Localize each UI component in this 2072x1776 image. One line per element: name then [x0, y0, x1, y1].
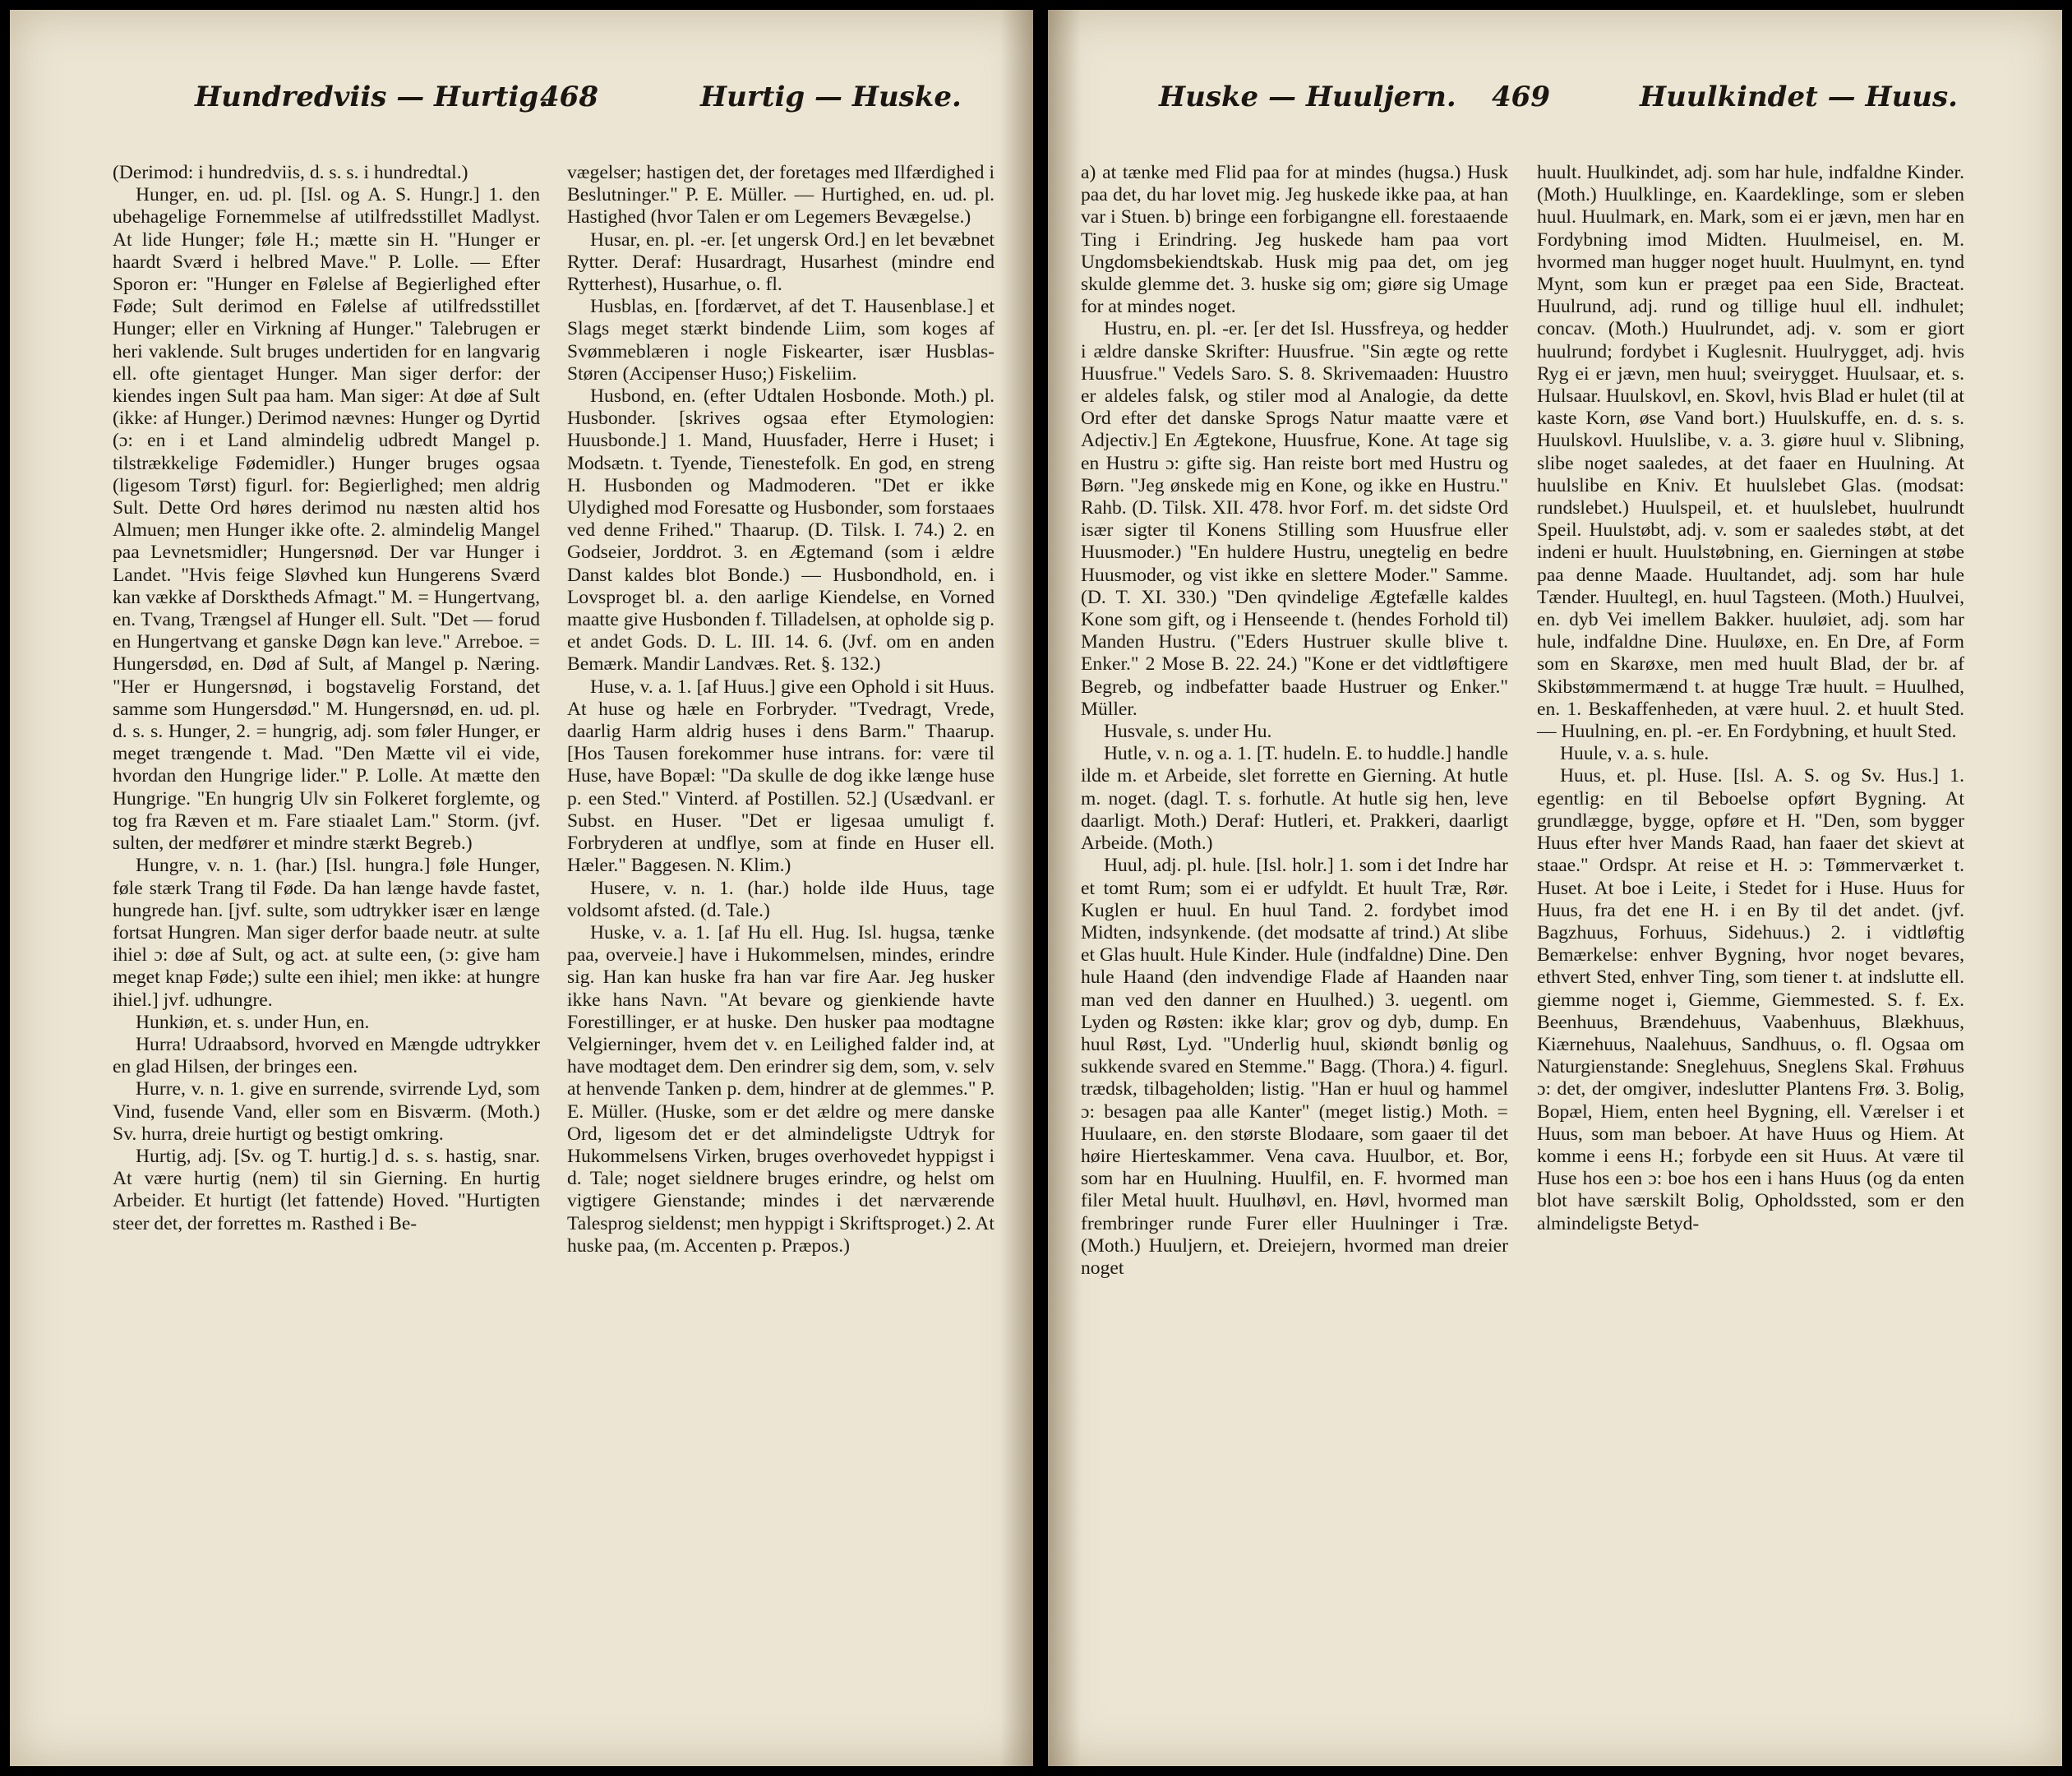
dictionary-entry: (Derimod: i hundredviis, d. s. s. i hundredtal.): [113, 162, 468, 183]
right-page-column-1: [1081, 162, 1508, 1280]
dictionary-entry: Huul, adj. pl. hule. [Isl. holr.] 1. som i det Indre har et tomt Rum; som ei er udfyldt. Et huult Træ, Rør. Kuglen er huul. En huul Tand. 2. fordybet imod Midten, indsynkende. (det modsatte af trind.) At slibe et Glas huult. Hule Kinder. Hule (indfaldne) Dine. Den hule Haand (den indvendige Flade af Haanden naar man ved den danner en Huulhed.) 3. uegentl. om Lyden og Røsten: ikke klar; grov og dyb, dump. En huul Røst, Lyd. "Underlig huul, skiøndt bønlig og sukkende svared en Stemme." Bagg. (Thora.) 4. figurl. trædsk, tilbageholden; listig. "Han er huul og hammel ɔ: besagen paa alle Kanter" (meget listig.) Moth. = Huulaare, en. den største Blodaare, som gaaer til det høire Hierteskammer. Vena cava. Huulbor, et. Bor, som har en Huulning. Huulfil, en. F. hvormed man filer Metal huult. Huulhøvl, en. Høvl, hvormed man frembringer runde Furer eller Huulninger i Træ. (Moth.) Huuljern, et. Dreiejern, hvormed man dreier noget: [1081, 855, 1508, 1279]
dictionary-entry: Hunkiøn, et. s. under Hun, en.: [136, 1011, 370, 1033]
dictionary-entry: Hustru, en. pl. -er. [er det Isl. Hussfreya, og hedder i ældre danske Skrifter: Huusfrue. "Sin ægte og rette Huusfrue." Vedels Saro. S. 8. Skrivemaaden: Huustro er aldeles falsk, og stiler mod al Analogie, da dette Ord efter det danske Sprogs Natur maatte være et Adjectiv.] En Ægtekone, Huusfrue, Kone. At tage sig en Hustru ɔ: gifte sig. Han reiste bort med Hustru og Børn. "Jeg ønskede mig en Kone, og ikke en Hustru." Rahb. (D. Tilsk. XII. 478. hvor Forf. m. det sidste Ord især sigter til Konens Stilling som Huusfrue eller Huusmoder.) "En huldere Hustru, unegtelig en bedre Huusmoder, og vist ikke en slettere Moder." Samme. (D. T. XI. 330.) "Den qvindelige Ægtefælle kaldes Kone som gift, og i Henseende t. (hendes Forhold til) Manden Hustru. ("Eders Hustruer skulle blive t. Enker." 2 Mose B. 22. 24.) "Kone er det vidtløftigere Begreb, og indbefatter baade Hustruer og Enker." Müller.: [1081, 318, 1508, 720]
left-page-header: [10, 81, 1033, 130]
dictionary-entry: Huus, et. pl. Huse. [Isl. A. S. og Sv. Hus.] 1. egentlig: en til Beboelse opført Bygning. At grundlægge, bygge, opføre et H. "Den, som bygger Huus efter hver Mands Raad, han faaer det skievt at staae." Ordspr. At reise et H. ɔ: Tømmerværket t. Huset. At boe i Leite, i Stedet for i Huse. Huus for Huus, fra det ene H. i en By til det andet. (jvf. Bagzhuus, Forhuus, Sidehuus.) 2. i vidtløftig Bemærkelse: enhver Bygning, hvor noget bevares, ethvert Sted, enhver Ting, som tiener t. at indslutte ell. giemme noget i, Giemme, Giemmested. S. f. Ex. Beenhuus, Brændehuus, Vaabenhuus, Blækhuus, Kiærnehuus, Naalehuus, Sandhuus, o. fl. Ogsaa om Naturgienstande: Sneglehuus, Sneglens Skal. Frøhuus ɔ: det, der omgiver, indeslutter Plantens Frø. 3. Bolig, Bopæl, Hiem, enten heel Bygning, ell. Værelser i et Huus, som man beboer. At have Huus og Hiem. At komme i eens H.; forbyde een sit Huus. At være til Huse hos een ɔ: boe hos een i hans Huus (og da enten blot have særskilt Bolig, Opholdssted, som er den almindeligste Betyd-: [1537, 765, 1964, 1234]
left-page-column-1: [113, 162, 540, 1235]
right-page-column-2: [1537, 162, 1964, 1235]
dictionary-entry: Hungre, v. n. 1. (har.) [Isl. hungra.] føle Hunger, føle stærk Trang til Føde. Da han længe havde fastet, hungrede han. [jvf. sulte, som udtrykker især en længe fortsat Hungren. Man siger derfor baade neutr. at sulte ihiel ɔ: døe af Sult, og act. at sulte een, (ɔ: give ham meget knap Føde;) sulte een ihiel; men ikke: at hungre ihiel.] jvf. udhungre.: [113, 855, 540, 1011]
dictionary-entry: Husar, en. pl. -er. [et ungersk Ord.] en let bevæbnet Rytter. Deraf: Husardragt, Husarhest (mindre end Rytterhest), Husarhue, o. fl.: [567, 228, 994, 296]
dictionary-entry: Hurre, v. n. 1. give en surrende, svirrende Lyd, som Vind, fusende Vand, eller som en Bisværm. (Moth.) Sv. hurra, dreie hurtigt og bestigt omkring.: [113, 1078, 540, 1145]
left-page-number: 468: [540, 81, 598, 113]
dictionary-entry: Husbond, en. (efter Udtalen Hosbonde. Moth.) pl. Husbonder. [skrives ogsaa efter Etymologien: Huusbonde.] 1. Mand, Huusfader, Herre i Huset; i Modsætn. t. Tyende, Tienestefolk. En god, en streng H. Husbonden og Madmoderen. "Det er ikke Ulydighed mod Foresatte og Husbonder, som forstaaes ved denne Frihed." Thaarup. (D. Tilsk. I. 74.) 2. en Godseier, Jorddrot. 3. en Ægtemand (som i ældre Danst kaldes blot Bonde.) — Husbondhold, en. i Lovsproget bl. a. den aarlige Kiendelse, en Vorned maatte give Husbonden f. Tilladelsen, at opholde sig p. et andet Gods. D. L. III. 14. 6. (Jvf. om en anden Bemærk. Mandir Landvæs. Ret. §. 132.): [567, 385, 994, 676]
left-page: [10, 10, 1033, 1766]
dictionary-entry: Huse, v. a. 1. [af Huus.] give een Ophold i sit Huus. At huse og hæle en Forbryder. "Tvedragt, Vrede, daarlig Harm aldrig huses i dens Barm." Thaarup. [Hos Tausen forekommer huse intrans. for: være til Huse, have Bopæl: "Da skulle de dog ikke længe huse p. een Sted." Vinterd. af Postillen. 52.] (Usædvanl. er Subst. en Huser. "Det er ligesaa umuligt f. Forbryderen at undflye, som at finde en Huser ell. Hæler." Baggesen. N. Klim.): [567, 676, 994, 877]
dictionary-entry: Hutle, v. n. og a. 1. [T. hudeln. E. to huddle.] handle ilde m. et Arbeide, slet forrette en Gierning. At hutle m. noget. (dagl. T. s. forhutle. At hutle sig hen, leve daarligt. Moth.) Deraf: Hutleri, et. Prakkeri, daarligt Arbeide. (Moth.): [1081, 743, 1508, 855]
right-header-left-running-head: Huske — Huuljern.: [1159, 81, 1456, 113]
spine-shadow: [1048, 10, 1081, 1766]
left-page-column-2: [567, 162, 994, 1257]
dictionary-entry: huult. Huulkindet, adj. som har hule, indfaldne Kinder. (Moth.) Huulklinge, en. Kaardeklinge, som er sleben huul. Huulmark, en. Mark, som ei er jævn, men har en Fordybning imod Midten. Huulmeisel, en. M. hvormed man hugger noget huult. Huulmynt, en. tynd Mynt, som kun er præget paa een Side, Bracteat. Huulrund, adj. rund og tillige huul ell. indhulet; concav. (Moth.) Huulrundet, adj. v. som er giort huulrund; fordybet i Kuglesnit. Huulrygget, adj. hvis Ryg ei er jævn, men huul; sveirygget. Huulsaar, et. s. Hulsaar. Huulskovl, en. Skovl, hvis Blad er hulet (til at kaste Korn, øse Vand bort.) Huulskuffe, en. d. s. s. Huulskovl. Huulslibe, v. a. 3. giøre huul v. Slibning, slibe noget saaledes, at det faaer en Huulning. At huulslibe en Kniv. Et huulslebet Glas. (modsat: rundslebet.) Huulspeil, et. et huulslebet, huulrundt Speil. Huulstøbt, adj. v. som er saaledes støbt, at det indeni er huult. Huulstøbning, en. Gierningen at støbe paa denne Maade. Huultandet, adj. som har hule Tænder. Huultegl, en. huul Tagsteen. (Moth.) Huulvei, en. dyb Vei imellem Bakker. huuløiet, adj. som har hule, indfaldne Dine. Huuløxe, en. En Dre, af Form som en Skarøxe, men med huult Blad, der br. af Skibstømmermænd t. at hugge Træ huult. = Huulhed, en. 1. Beskaffenheden, at være huul. 2. et huult Sted. — Huulning, en. pl. -er. En Fordybning, et huult Sted.: [1537, 162, 1964, 743]
dictionary-entry: Huule, v. a. s. hule.: [1560, 743, 1710, 765]
dictionary-entry: Husere, v. n. 1. (har.) holde ilde Huus, tage voldsomt afsted. (d. Tale.): [567, 877, 994, 921]
dictionary-entry: a) at tænke med Flid paa for at mindes (hugsa.) Husk paa det, du har lovet mig. Jeg huskede ikke paa, at han var i Stuen. b) bringe een forbigangne ell. forestaaende Ting i Erindring. Jeg huskede ham paa vort Ungdomsbekiendtskab. Husk mig paa det, om jeg skulde glemme det. 3. huske sig om; giøre sig Umage for at mindes noget.: [1081, 162, 1508, 318]
spine-shadow: [1000, 10, 1033, 1766]
dictionary-entry: Huske, v. a. 1. [af Hu ell. Hug. Isl. hugsa, tænke paa, overveie.] have i Hukommelsen, mindes, erindre sig. Han kan huske fra han var fire Aar. Jeg husker ikke hans Navn. "At bevare og gienkiende havte Forestillinger, er at huske. Den husker paa modtagne Velgierninger, hvem det v. en Leilighed falder ind, at have modtaget dem. Den erindrer sig dem, som, v. selv at henvende Tanken p. dem, hindrer at de glemmes." P. E. Müller. (Huske, som er det ældre og mere danske Ord, ligesom det er det almindeligste Udtryk for Hukommelsens Virken, bruges overhovedet hyppigst i d. Tale; noget sieldnere bruges erindre, og helst om vigtigere Gienstande; mindes i det nærværende Talesprog sieldenst; men hyppigt i Skriftsproget.) 2. At huske paa, (m. Accenten p. Præpos.): [567, 921, 994, 1257]
left-header-right-running-head: Hurtig — Huske.: [700, 81, 962, 113]
right-page-number: 469: [1492, 81, 1550, 113]
dictionary-entry: Husvale, s. under Hu.: [1104, 721, 1272, 743]
dictionary-entry: Hurra! Udraabsord, hvorved en Mængde udtrykker en glad Hilsen, der bringes een.: [113, 1033, 540, 1078]
dictionary-entry: Hurtig, adj. [Sv. og T. hurtig.] d. s. s. hastig, snar. At være hurtig (nem) til sin Gierning. En hurtig Arbeider. Et hurtigt (let fattende) Hoved. "Hurtigten steer det, der forrettes m. Rasthed i Be-: [113, 1145, 540, 1234]
dictionary-entry: Hunger, en. ud. pl. [Isl. og A. S. Hungr.] 1. den ubehagelige Fornemmelse af utilfredsstillet Madlyst. At lide Hunger; føle H.; mætte sin H. "Hunger er haardt Sværd i helbred Mave." P. Lolle. — Efter Sporon er: "Hunger en Følelse af Begierlighed efter Føde; Sult derimod en Følelse af utilfredsstillet Hunger; eller en Virkning af Hunger." Talebrugen er heri vaklende. Sult bruges undertiden for en langvarig ell. ofte gientaget Hunger. Man siger derfor: der kiendes ingen Sult paa ham. Man siger: At døe af Sult (ikke: af Hunger.) Derimod nævnes: Hunger og Dyrtid (ɔ: en i et Land almindelig udbredt Mangel p. tilstrækkelige Fødemidler.) Hunger bruges ogsaa (ligesom Tørst) figurl. for: Begierlighed; men aldrig Sult. Dette Ord høres derimod nu næsten altid hos Almuen; men Hunger ikke ofte. 2. almindelig Mangel paa Levnetsmidler; Hungersnød. Der var Hunger i Landet. "Hvis feige Sløvhed kun Hungerens Sværd kan vække af Dorsktheds Afmagt." M. = Hungertvang, en. Tvang, Trængsel af Hunger ell. Sult. "Det — forud en Hungertvang et ganske Døgn kan leve." Arreboe. = Hungersdød, en. Død af Sult, af Mangel p. Næring. "Her er Hungersnød, i bogstavelig Forstand, det samme som Hungersdød." M. Hungersnød, en. ud. pl. d. s. s. Hunger, 2. = hungrig, adj. som føler Hunger, er meget trængende t. Mad. "Den Mætte vil ei vide, hvordan den Hungrige lider." P. Lolle. At mætte den Hungrige. "En hungrig Ulv sin Folkeret forglemte, og tog fra Ræven et m. Fare stiaalet Lam." Storm. (jvf. sulten, der medfører et mindre stærkt Begreb.): [113, 184, 540, 855]
right-page-header: [1048, 81, 2062, 130]
left-header-left-running-head: Hundredviis — Hurtig.: [195, 81, 549, 113]
dictionary-entry: Husblas, en. [fordærvet, af det T. Hausenblase.] et Slags meget stærkt bindende Liim, som koges af Svømmeblæren i nogle Fiskearter, især Husblas-Støren (Accipenser Huso;) Fiskeliim.: [567, 296, 994, 385]
right-page: [1048, 10, 2062, 1766]
right-header-right-running-head: Huulkindet — Huus.: [1640, 81, 1958, 113]
dictionary-entry: vægelser; hastigen det, der foretages med Ilfærdighed i Beslutninger." P. E. Müller. — Hurtighed, en. ud. pl. Hastighed (hvor Talen er om Legemers Bevægelse.): [567, 162, 994, 228]
